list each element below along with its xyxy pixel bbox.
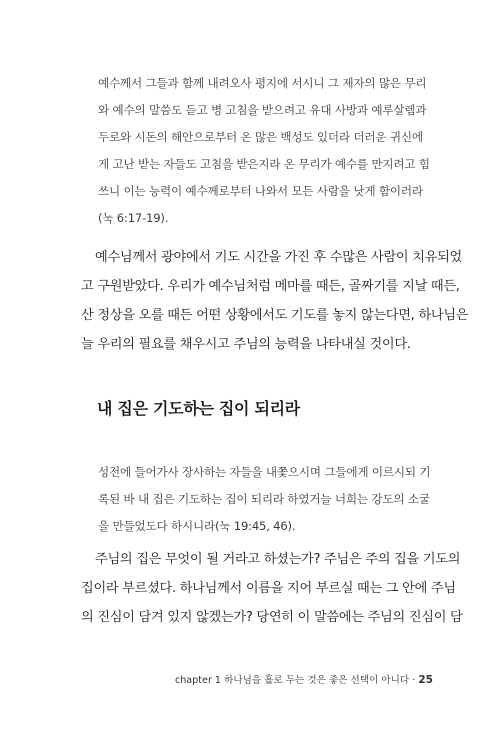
paragraph-line: 산 정상을 오를 때든 어떤 상황에서도 기도를 놓지 않는다면, 하나님은 xyxy=(81,308,469,323)
page-number: 25 xyxy=(418,674,433,686)
body-paragraph-2 xyxy=(81,545,463,632)
scripture-quote-luke-19 xyxy=(98,459,443,540)
quote-reference: (눅 6:17-19). xyxy=(98,211,169,225)
quote-line: 게 고난 받는 자들도 고침을 받은지라 온 무리가 예수를 만지려고 힘 xyxy=(98,157,430,171)
scripture-quote-luke-6 xyxy=(98,70,443,232)
paragraph-line: 의 진심이 담겨 있지 않겠는가? 당연히 이 말씀에는 주님의 진심이 담 xyxy=(81,610,463,625)
body-paragraph-1 xyxy=(81,243,469,359)
paragraph-line: 집이라 부르셨다. 하나님께서 이름을 지어 부르실 때는 그 안에 주님 xyxy=(81,581,456,596)
paragraph-line: 예수님께서 광야에서 기도 시간을 가진 후 수많은 사람이 치유되었 xyxy=(95,250,462,265)
quote-line: 예수께서 그들과 함께 내려오사 평지에 서시니 그 제자의 많은 무리 xyxy=(98,76,427,90)
quote-line: 록된 바 내 집은 기도하는 집이 되리라 하였거늘 너희는 강도의 소굴 xyxy=(98,492,430,506)
paragraph-line: 고 구원받았다. 우리가 예수님처럼 메마를 때든, 골짜기를 지날 때든, xyxy=(81,279,460,294)
quote-line: 두로와 시돈의 해안으로부터 온 많은 백성도 있더라 더러운 귀신에 xyxy=(98,130,423,144)
quote-line: 성전에 들어가사 장사하는 자들을 내쫓으시며 그들에게 이르시되 기 xyxy=(98,465,431,479)
section-heading: 내 집은 기도하는 집이 되리라 xyxy=(97,399,300,418)
running-title: chapter 1 하나님을 홀로 두는 것은 좋은 선택이 아니다 · xyxy=(174,675,416,686)
paragraph-line: 주님의 집은 무엇이 될 거라고 하셨는가? 주님은 주의 집을 기도의 xyxy=(95,552,461,567)
quote-line: 와 예수의 말씀도 듣고 병 고침을 받으려고 유대 사방과 예루살렘과 xyxy=(98,103,427,117)
page-footer xyxy=(175,672,433,686)
quote-line: 을 만들었도다 하시니라(눅 19:45, 46). xyxy=(98,519,296,533)
paragraph-line: 늘 우리의 필요를 채우시고 주님의 능력을 나타내실 것이다. xyxy=(81,337,411,352)
quote-line: 쓰니 이는 능력이 예수께로부터 나와서 모든 사람을 낫게 함이러라 xyxy=(98,184,423,198)
